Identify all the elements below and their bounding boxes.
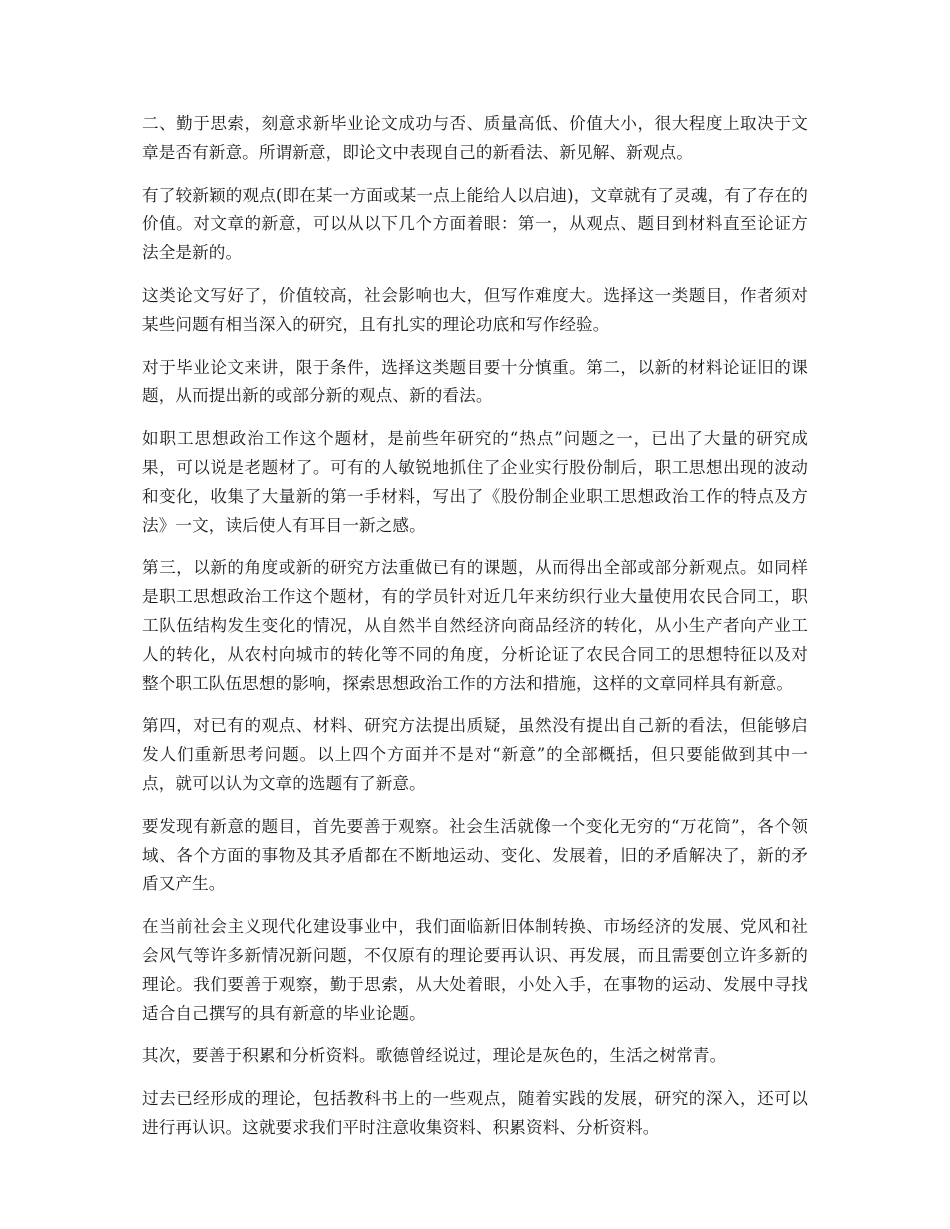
paragraph-6: 第三，以新的角度或新的研究方法重做已有的课题，从而得出全部或部分新观点。如同样是职工思想政治工作这个题材，有的学员针对近几年来纺织行业大量使用农民合同工，职工队伍结构发生变化的情况，从自然半自然经济向商品经济的转化，从小生产者向产业工人的转化，从农村向城市的转化等不同的角度，分析论证了农民合同工的思想特征以及对整个职工队伍思想的影响，探索思想政治工作的方法和措施，这样的文章同样具有新意。	[142, 558, 808, 693]
paragraph-11: 过去已经形成的理论，包括教科书上的一些观点，随着实践的发展，研究的深入，还可以进行再认识。这就要求我们平时注意收集资料、积累资料、分析资料。	[142, 1089, 808, 1137]
paragraph-10: 其次，要善于积累和分析资料。歌德曾经说过，理论是灰色的，生活之树常青。	[142, 1046, 727, 1066]
paragraph-7: 第四，对已有的观点、材料、研究方法提出质疑，虽然没有提出自己新的看法，但能够启发人们重新思考问题。以上四个方面并不是对“新意”的全部概括，但只要能做到其中一点，就可以认为文章的选题有了新意。	[142, 716, 808, 793]
document-body	[142, 110, 808, 1157]
paragraph-3: 这类论文写好了，价值较高，社会影响也大，但写作难度大。选择这一类题目，作者须对某些问题有相当深入的研究，且有扎实的理论功底和写作经验。	[142, 285, 808, 334]
paragraph-2: 有了较新颖的观点(即在某一方面或某一点上能给人以启迪)，文章就有了灵魂，有了存在的价值。对文章的新意，可以从以下几个方面着眼：第一，从观点、题目到材料直至论证方法全是新的。	[142, 185, 808, 263]
paragraph-5: 如职工思想政治工作这个题材，是前些年研究的“热点”问题之一，已出了大量的研究成果，可以说是老题材了。可有的人敏锐地抓住了企业实行股份制后，职工思想出现的波动和变化，收集了大量新的第一手材料，写出了《股份制企业职工思想政治工作的特点及方法》一文，读后使人有耳目一新之感。	[142, 429, 808, 535]
paragraph-1: 二、勤于思索，刻意求新毕业论文成功与否、质量高低、价值大小，很大程度上取决于文章是否有新意。所谓新意，即论文中表现自己的新看法、新见解、新观点。	[142, 114, 808, 162]
paragraph-8: 要发现有新意的题目，首先要善于观察。社会生活就像一个变化无穷的“万花筒”，各个领域、各个方面的事物及其矛盾都在不断地运动、变化、发展着，旧的矛盾解决了，新的矛盾又产生。	[142, 816, 808, 894]
paragraph-4: 对于毕业论文来讲，限于条件，选择这类题目要十分慎重。第二，以新的材料论证旧的课题，从而提出新的或部分新的观点、新的看法。	[142, 357, 808, 406]
paragraph-9: 在当前社会主义现代化建设事业中，我们面临新旧体制转换、市场经济的发展、党风和社会风气等许多新情况新问题，不仅原有的理论要再认识、再发展，而且需要创立许多新的理论。我们要善于观察，勤于思索，从大处着眼，小处入手，在事物的运动、发展中寻找适合自己撰写的具有新意的毕业论题。	[142, 917, 808, 1023]
